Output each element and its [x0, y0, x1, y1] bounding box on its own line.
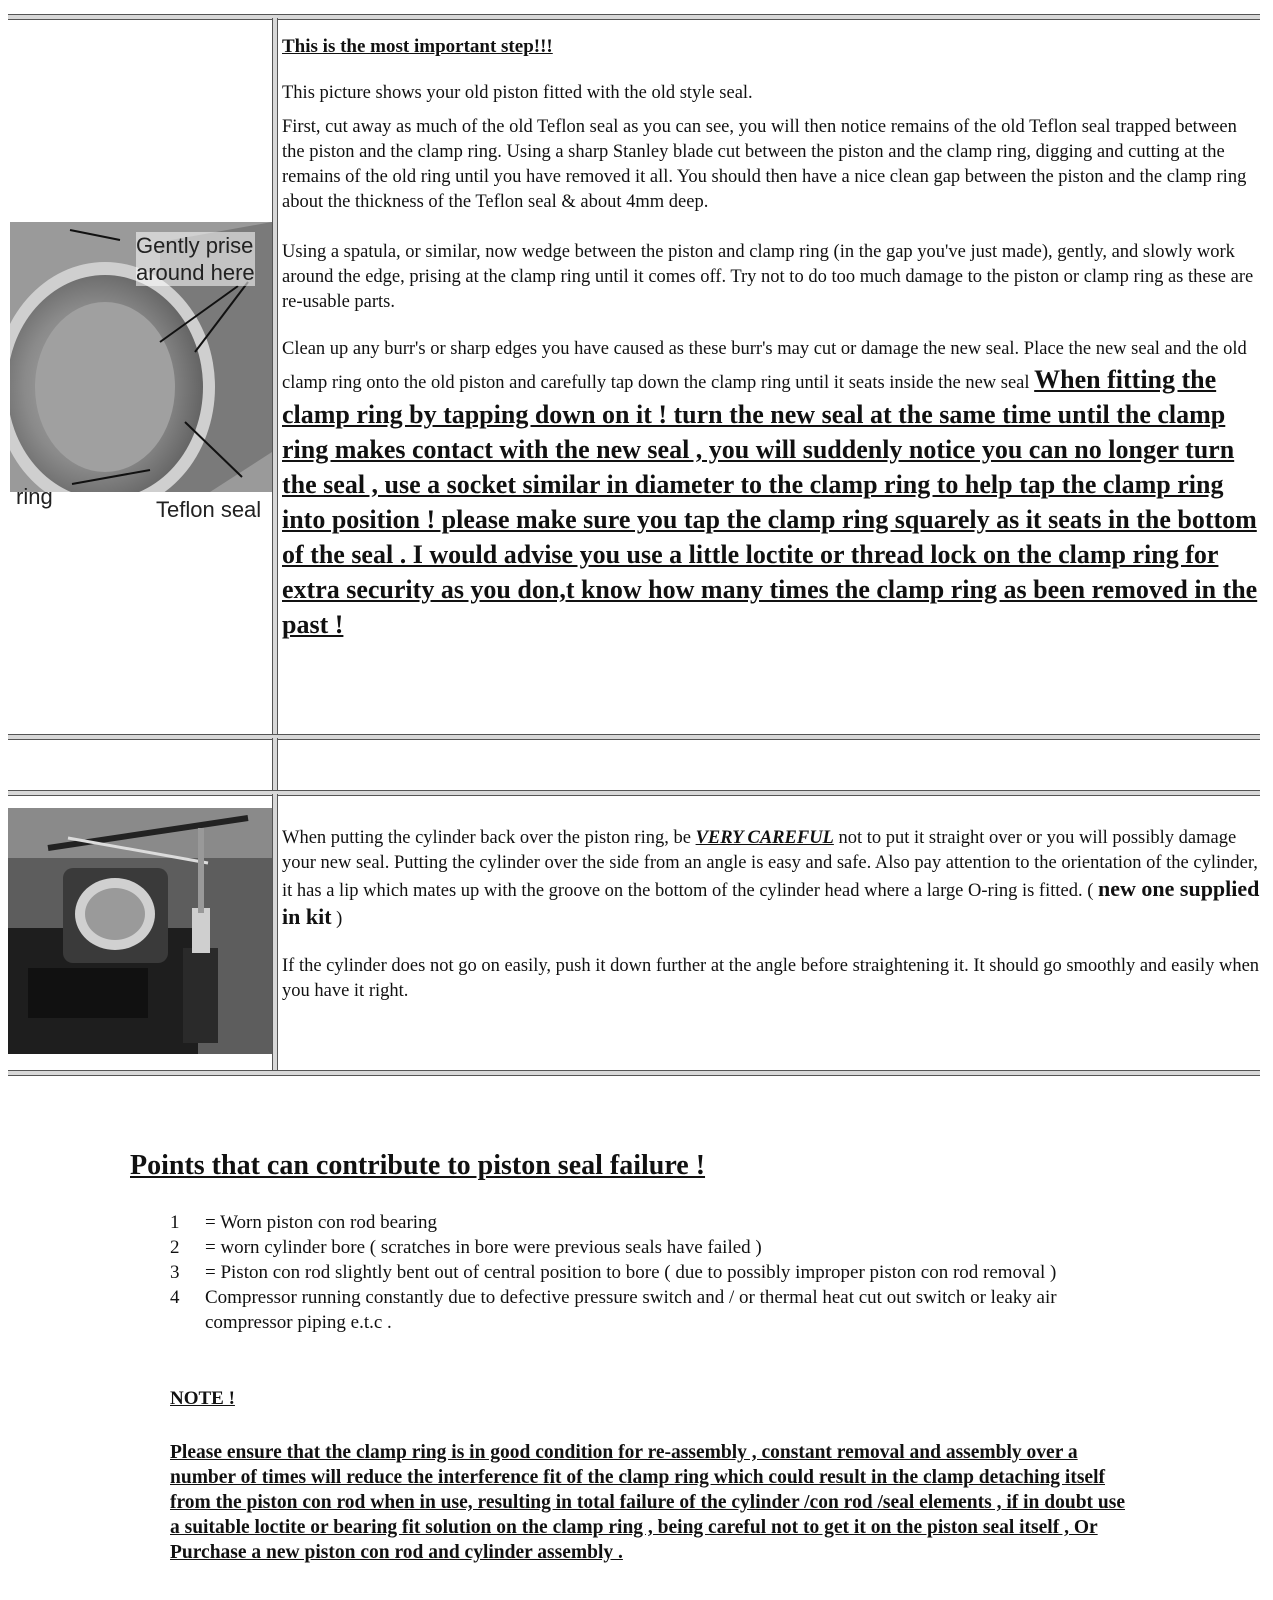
- cylinder-illustration: [8, 808, 272, 1054]
- table-bottom-rule: [8, 1070, 1260, 1076]
- step1-paragraph-1: This picture shows your old piston fitted with the old style seal.: [282, 83, 753, 103]
- cylinder-photo: [8, 808, 272, 1054]
- row2-bottom-rule: [8, 790, 1260, 796]
- list-item-text: = Piston con rod slightly bent out of central position to bore ( due to possibly improper piston con rod removal ): [205, 1262, 1057, 1283]
- step1-text-cell: [282, 34, 1262, 642]
- list-item-number: 3: [170, 1262, 180, 1283]
- list-item: [170, 1210, 1120, 1235]
- very-careful-emphasis: VERY CAREFUL: [695, 828, 834, 848]
- callout-gently-prise-line2: around here: [136, 260, 255, 285]
- column-divider-2: [272, 738, 278, 790]
- list-item-text: Compressor running constantly due to defective pressure switch and / or thermal heat cut out switch or leaky air compressor piping e.t.c .: [205, 1287, 1057, 1333]
- table-top-rule: [8, 14, 1260, 20]
- row1-bottom-rule: [8, 734, 1260, 740]
- step2-paragraph-1: [282, 826, 1262, 932]
- callout-gently-prise-line1: Gently prise: [136, 233, 254, 258]
- failure-points-list: [170, 1210, 1120, 1335]
- list-item-number: 1: [170, 1212, 180, 1233]
- step2-paragraph-1-c: ): [336, 909, 343, 929]
- step1-paragraph-4-lead: Clean up any burr's or sharp edges you have caused as these burr's may cut or damage the new seal. Place the new seal and the old clamp ring onto the old piston and carefully tap down the clamp ring until it seats inside the new seal: [282, 339, 1247, 393]
- step2-text-cell: [282, 826, 1262, 1004]
- step2-paragraph-1-b: not to put it straight over or you will possibly damage your new seal. Putting the cylinder over the side from an angle is easy and safe. Also pay attention to the orientation of the cylinder, it has a lip which mates up with the groove on the bottom of the cylinder head where a large O-ring is fitted. (: [282, 828, 1258, 901]
- step1-paragraph-4: [282, 337, 1262, 642]
- list-item: [170, 1235, 1120, 1260]
- list-item: [170, 1285, 1120, 1335]
- new-one-supplied-note: new one supplied in kit: [282, 876, 1260, 929]
- failure-points-title: Points that can contribute to piston seal failure !: [130, 1150, 706, 1181]
- step1-clamp-ring-warning: When fitting the clamp ring by tapping down on it ! turn the new seal at the same time until the clamp ring makes contact with the new seal , you will suddenly notice you can no longer turn the seal , use a socket similar in diameter to the clamp ring to help tap the clamp ring into position ! please make sure you tap the clamp ring squarely as it seats in the bottom of the seal . I would advise you use a little loctite or thread lock on the clamp ring for extra security as you don,t know how many times the clamp ring as been removed in the past !: [282, 365, 1258, 639]
- list-item-number: 4: [170, 1287, 180, 1308]
- step2-paragraph-1-a: When putting the cylinder back over the piston ring, be: [282, 828, 691, 848]
- column-divider-1: [272, 18, 278, 734]
- list-item-text: = worn cylinder bore ( scratches in bore were previous seals have failed ): [205, 1237, 762, 1258]
- column-divider-3: [272, 794, 278, 1070]
- step2-paragraph-2: If the cylinder does not go on easily, push it down further at the angle before straightening it. It should go smoothly and easily when you have it right.: [282, 956, 1260, 1001]
- callout-teflon-seal: Teflon seal: [156, 497, 262, 522]
- list-item-number: 2: [170, 1237, 180, 1258]
- list-item-text: = Worn piston con rod bearing: [205, 1212, 438, 1233]
- step1-title: This is the most important step!!!: [282, 36, 553, 57]
- step1-paragraph-2: First, cut away as much of the old Teflon seal as you can see, you will then notice remains of the old Teflon seal trapped between the piston and the clamp ring. Using a sharp Stanley blade cut between the piston and the clamp ring, digging and cutting at the remains of the old ring until you have removed it all. You should then have a nice clean gap between the piston and the clamp ring about the thickness of the Teflon seal & about 4mm deep.: [282, 117, 1247, 212]
- callout-gently-prise: [136, 232, 255, 286]
- note-title: NOTE !: [170, 1388, 235, 1409]
- callout-ring: ring: [16, 484, 53, 509]
- step1-paragraph-3: Using a spatula, or similar, now wedge between the piston and clamp ring (in the gap you've just made), gently, and slowly work around the edge, prising at the clamp ring until it comes off. Try not to do too much damage to the piston or clamp ring as these are re-usable parts.: [282, 242, 1254, 312]
- list-item: [170, 1260, 1120, 1285]
- note-body: Please ensure that the clamp ring is in good condition for re-assembly , constant removal and assembly over a number of times will reduce the interference fit of the clamp ring which could result in the clamp detaching itself from the piston con rod when in use, resulting in total failure of the cylinder /con rod /seal elements , if in doubt use a suitable loctite or bearing fit solution on the clamp ring , being careful not to get it on the piston seal itself , Or Purchase a new piston con rod and cylinder assembly .: [170, 1442, 1126, 1563]
